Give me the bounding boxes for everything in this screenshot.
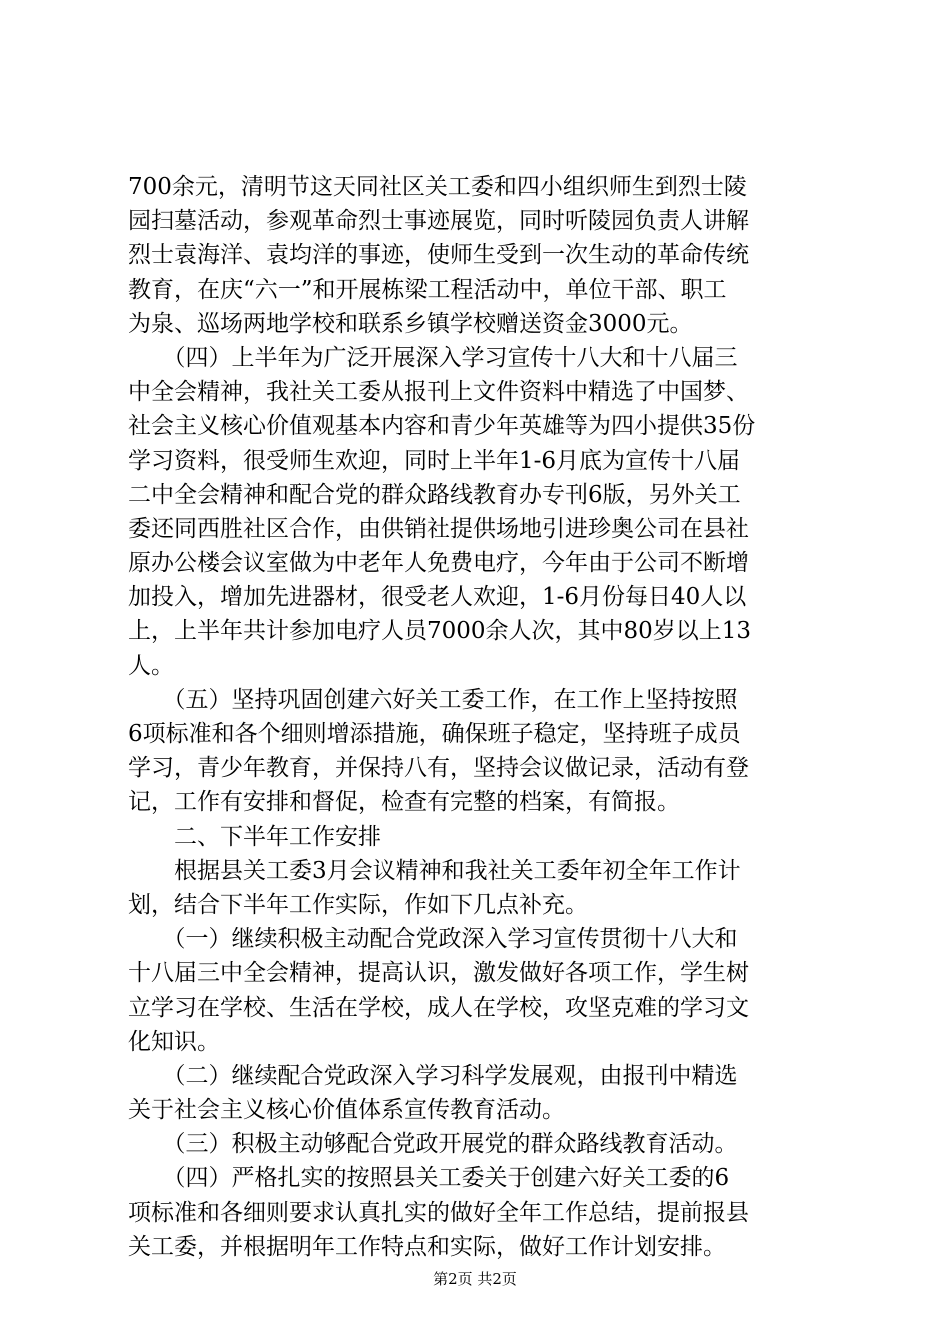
text-line: （五）坚持巩固创建六好关工委工作，在工作上坚持按照 (128, 686, 738, 713)
text-line: 烈士袁海洋、袁均洋的事迹，使师生受到一次生动的革命传统 (128, 242, 749, 269)
text-line: 根据县关工委3月会议精神和我社关工委年初全年工作计 (128, 857, 741, 884)
text-line: 关工委，并根据明年工作特点和实际，做好工作计划安排。 (128, 1233, 726, 1260)
text-line: 委还同西胜社区合作，由供销社提供场地引进珍奥公司在县社 (128, 515, 749, 542)
text-line: 700余元，清明节这天同社区关工委和四小组织师生到烈士陵 (128, 174, 747, 200)
text-line: （四）上半年为广泛开展深入学习宣传十八大和十八届三 (128, 344, 738, 371)
text-line: （三）积极主动够配合党政开展党的群众路线教育活动。 (128, 1131, 738, 1158)
text-line: 教育，在庆“六一”和开展栋梁工程活动中，单位干部、职工 (128, 276, 727, 303)
text-line: 园扫墓活动，参观革命烈士事迹展览，同时听陵园负责人讲解 (128, 208, 749, 235)
text-line: 学习资料，很受师生欢迎，同时上半年1-6月底为宣传十八届 (128, 447, 741, 474)
text-line: 人。 (128, 652, 174, 679)
text-line: 项标准和各细则要求认真扎实的做好全年工作总结，提前报县 (128, 1199, 749, 1226)
text-line: 加投入，增加先进器材，很受老人欢迎，1-6月份每日40人以 (128, 584, 747, 611)
text-line: 6项标准和各个细则增添措施，确保班子稳定，坚持班子成员 (128, 721, 741, 747)
text-line: 化知识。 (128, 1028, 220, 1055)
text-line: 记，工作有安排和督促，检查有完整的档案，有简报。 (128, 789, 680, 816)
text-line: 原办公楼会议室做为中老年人免费电疗，今年由于公司不断增 (128, 550, 749, 577)
text-line: 为泉、巡场两地学校和联系乡镇学校赠送资金3000元。 (128, 310, 693, 337)
text-line: 社会主义核心价值观基本内容和青少年英雄等为四小提供35份 (128, 413, 756, 440)
text-line: 关于社会主义核心价值体系宣传教育活动。 (128, 1097, 565, 1124)
text-line: 学习，青少年教育，并保持八有，坚持会议做记录，活动有登 (128, 755, 749, 782)
text-line: 划，结合下半年工作实际，作如下几点补充。 (128, 891, 588, 918)
document-body (128, 170, 824, 1264)
text-line: （四）严格扎实的按照县关工委关于创建六好关工委的6 (128, 1165, 730, 1192)
text-line: 十八届三中全会精神，提高认识，激发做好各项工作，学生树 (128, 960, 749, 987)
text-line: （二）继续配合党政深入学习科学发展观，由报刊中精选 (128, 1062, 738, 1089)
text-line: 二中全会精神和配合党的群众路线教育办专刊6版，另外关工 (128, 481, 741, 508)
text-line: 上，上半年共计参加电疗人员7000余人次，其中80岁以上13 (128, 618, 752, 645)
text-line: （一）继续积极主动配合党政深入学习宣传贯彻十八大和 (128, 926, 738, 953)
text-line: 立学习在学校、生活在学校，成人在学校，攻坚克难的学习文 (128, 994, 749, 1021)
page-number-footer: 第2页 共2页 (433, 1270, 517, 1288)
text-line: 中全会精神，我社关工委从报刊上文件资料中精选了中国梦、 (128, 379, 749, 406)
section-heading: 二、下半年工作安排 (128, 823, 381, 850)
